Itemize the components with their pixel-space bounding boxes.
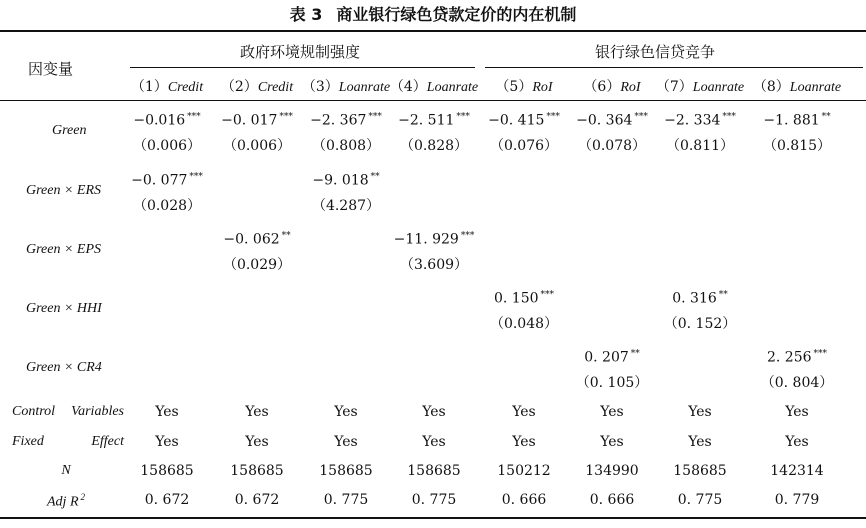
column-header-2 [221,76,293,96]
column-header-4 [390,76,478,96]
significance-stars: *** [813,349,828,359]
table-title [0,2,866,25]
coefficient-value: −2. 511 [398,112,455,129]
column-header-5 [495,76,552,96]
coefficient-value: −0. 077 [131,172,188,189]
observations-value: 134990 [585,463,639,479]
table-caption: 商业银行绿色贷款定价的内在机制 [336,5,577,24]
adj-r-squared-value: 0. 775 [323,492,369,508]
dependent-variable-header: 因变量 [28,60,74,78]
column-variable-name: Loanrate [789,80,842,95]
row-label: Green × EPS [26,242,102,257]
column-number: （4） [389,79,427,95]
standard-error: （0.029） [222,257,292,273]
control-variables-value: Yes [600,404,624,420]
adj-r-squared-value: 0. 666 [589,492,635,508]
column-variable-name: Loanrate [338,80,391,95]
control-variables-label [12,404,124,420]
control-variables-value: Yes [785,404,809,420]
significance-stars: *** [368,112,382,122]
coefficient-value: 0. 150 [493,290,539,307]
fixed-effect-value: Yes [155,434,179,450]
observations-value: 158685 [140,463,194,479]
column-header-8 [753,76,841,96]
fixed-effect-value: Yes [512,434,536,450]
group-underline-government [130,67,475,68]
row-label: Green × HHI [26,301,102,316]
label-part: Effect [91,434,124,449]
column-header-3 [302,76,390,96]
coefficient [664,112,736,129]
fixed-effect-value: Yes [245,434,269,450]
standard-error: （3.609） [399,257,469,273]
control-variables-value: Yes [512,404,536,420]
label-text: Adj R [47,494,79,510]
significance-stars: *** [546,112,560,122]
column-variable-name: Loanrate [426,80,479,95]
top-rule [0,30,866,32]
coefficient [494,290,554,307]
fixed-effect-value: Yes [334,434,358,450]
column-number: （3） [301,79,339,95]
standard-error: （0.048） [489,316,559,332]
control-variables-value: Yes [245,404,269,420]
coefficient-value: −0. 415 [488,112,545,129]
coefficient-value: 2. 256 [766,349,812,366]
significance-stars: *** [540,290,555,300]
label-superscript: 2 [80,492,85,502]
standard-error: （0. 152） [663,316,737,332]
column-number: （1） [130,79,168,95]
significance-stars: ** [630,349,640,359]
observations-value: 158685 [319,463,373,479]
significance-stars: ** [281,231,291,241]
significance-stars: *** [634,112,648,122]
significance-stars: *** [460,231,475,241]
group-header-bank-competition: 银行绿色信贷竞争 [594,43,716,61]
standard-error: （0.028） [132,198,202,214]
adj-r-squared-value: 0. 672 [144,492,190,508]
group-header-government: 政府环境规制强度 [239,43,361,61]
column-header-7 [656,76,744,96]
observations-label [6,463,126,479]
significance-stars: *** [189,172,203,182]
control-variables-value: Yes [688,404,712,420]
fixed-effect-label [12,434,124,450]
coefficient-value: −0. 364 [576,112,633,129]
coefficient-value: −11. 929 [393,231,459,248]
significance-stars: ** [821,112,831,122]
coefficient [584,349,640,366]
standard-error: （0.828） [399,138,469,154]
column-header-6 [583,76,640,96]
adj-r-squared-value: 0. 775 [411,492,457,508]
coefficient-value: −0.016 [133,112,186,129]
adj-r-squared-value: 0. 666 [501,492,547,508]
standard-error: （0.815） [762,138,832,154]
label-text: N [61,463,71,478]
significance-stars: *** [722,112,736,122]
standard-error: （4.287） [311,198,381,214]
column-variable-name: RoI [620,80,641,95]
row-label: Green × CR4 [26,360,102,375]
coefficient-value: −2. 334 [664,112,721,129]
standard-error: （0.808） [311,138,381,154]
standard-error: （0.006） [222,138,292,154]
observations-value: 158685 [407,463,461,479]
coefficient [312,172,379,189]
coefficient-value: −2. 367 [310,112,367,129]
column-header-1 [131,76,203,96]
column-variable-name: RoI [532,80,553,95]
fixed-effect-value: Yes [600,434,624,450]
coefficient [398,112,470,129]
label-part: Variables [71,404,124,419]
coefficient [221,112,293,129]
coefficient [131,172,203,189]
column-number: （7） [655,79,693,95]
row-label: Green × ERS [26,183,102,198]
adj-r-squared-label [6,492,126,511]
coefficient [672,290,728,307]
significance-stars: ** [370,172,380,182]
header-rule [0,100,866,101]
observations-value: 142314 [770,463,824,479]
standard-error: （0.076） [489,138,559,154]
label-part: Fixed [12,434,44,449]
observations-value: 158685 [673,463,727,479]
control-variables-value: Yes [155,404,179,420]
column-variable-name: Credit [167,80,204,95]
coefficient [394,231,475,248]
coefficient-value: −0. 062 [223,231,280,248]
coefficient [767,349,827,366]
column-variable-name: Credit [257,80,294,95]
group-underline-bank-competition [485,67,863,68]
observations-value: 158685 [230,463,284,479]
column-number: （5） [495,79,533,95]
coefficient [310,112,382,129]
coefficient [223,231,290,248]
fixed-effect-value: Yes [422,434,446,450]
column-number: （2） [220,79,258,95]
significance-stars: *** [279,112,293,122]
coefficient [763,112,830,129]
coefficient [576,112,648,129]
coefficient-value: 0. 316 [672,290,717,307]
bottom-rule [0,517,866,519]
column-variable-name: Loanrate [692,80,745,95]
column-number: （6） [583,79,621,95]
coefficient-value: 0. 207 [584,349,629,366]
table-number: 表 3 [289,5,323,24]
standard-error: （0.006） [132,138,202,154]
fixed-effect-value: Yes [688,434,712,450]
adj-r-squared-value: 0. 775 [677,492,723,508]
significance-stars: ** [718,290,728,300]
observations-value: 150212 [497,463,551,479]
standard-error: （0. 804） [760,375,834,391]
adj-r-squared-value: 0. 779 [774,492,820,508]
coefficient-value: −9. 018 [312,172,369,189]
standard-error: （0.811） [665,138,735,154]
control-variables-value: Yes [334,404,358,420]
column-number: （8） [752,79,790,95]
coefficient [133,112,200,129]
row-label: Green [52,123,87,138]
coefficient [488,112,560,129]
standard-error: （0.078） [577,138,647,154]
significance-stars: *** [456,112,470,122]
label-part: Control [12,404,56,419]
coefficient-value: −1. 881 [763,112,820,129]
standard-error: （0. 105） [575,375,649,391]
control-variables-value: Yes [422,404,446,420]
coefficient-value: −0. 017 [221,112,278,129]
adj-r-squared-value: 0. 672 [234,492,280,508]
significance-stars: *** [187,112,201,122]
fixed-effect-value: Yes [785,434,809,450]
